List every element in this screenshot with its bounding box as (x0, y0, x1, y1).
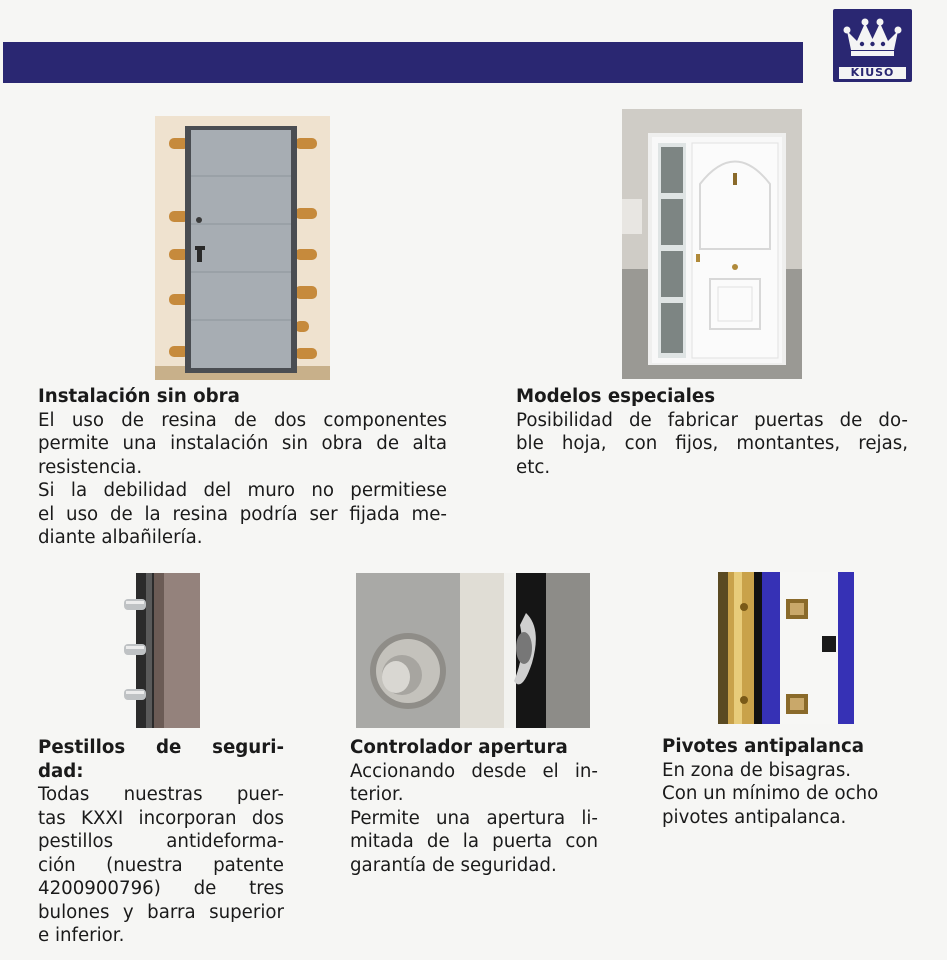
text-line: 4200900796) de tres (38, 878, 284, 899)
security-bolts-photo (124, 573, 200, 728)
text-line: ción (nuestra patente (38, 854, 284, 876)
section-title: Pivotes antipalanca (662, 736, 865, 757)
text-line: bulones y barra superior (38, 901, 284, 923)
section-title: Instalación sin obra (38, 386, 240, 407)
text-line: el uso de la resina podría ser fijada me- (38, 503, 447, 525)
header-bar (3, 42, 803, 83)
section-pivotes (662, 735, 912, 829)
logo-text: KIUSO (839, 67, 906, 79)
text-line: Accionando desde el in- (350, 760, 598, 782)
text-line: El uso de resina de dos componentes (38, 409, 447, 431)
section-instalacion (38, 385, 447, 550)
section-modelos (516, 385, 908, 479)
section-title-cont: dad: (38, 760, 84, 782)
section-title: Modelos especiales (516, 386, 716, 407)
text-line: mitada de la puerta con (350, 831, 598, 852)
text-line: Posibilidad de fabricar puertas de do- (516, 409, 908, 431)
text-line: Si la debilidad del muro no permitiese (38, 480, 447, 501)
opening-controller-photo (356, 573, 590, 728)
door-installation-photo (155, 116, 330, 380)
text-line: En zona de bisagras. (662, 759, 852, 781)
text-line: garantía de seguridad. (350, 854, 557, 876)
section-title: Pestillos de seguri- (38, 737, 284, 758)
text-line: diante albañilería. (38, 527, 203, 548)
text-line: Con un mínimo de ocho (662, 783, 879, 804)
anti-lever-pivots-photo (718, 572, 854, 724)
section-controlador (350, 736, 598, 877)
section-title: Controlador apertura (350, 737, 568, 758)
text-line: permite una instalación sin obra de alta (38, 433, 447, 454)
text-line: Permite una apertura li- (350, 807, 598, 829)
text-line: resistencia. (38, 456, 143, 478)
text-line: pestillos antideforma- (38, 831, 284, 852)
text-line: Todas nuestras puer- (38, 784, 284, 805)
section-pestillos (38, 736, 284, 948)
crown-icon (843, 17, 902, 57)
text-line: pivotes antipalanca. (662, 806, 847, 828)
special-model-door-photo (622, 109, 802, 379)
text-line: terior. (350, 784, 404, 805)
kiuso-logo (833, 9, 912, 82)
text-line: etc. (516, 456, 551, 478)
text-line: e inferior. (38, 925, 125, 946)
text-line: ble hoja, con fijos, montantes, rejas, (516, 433, 908, 454)
text-line: tas KXXI incorporan dos (38, 807, 284, 829)
